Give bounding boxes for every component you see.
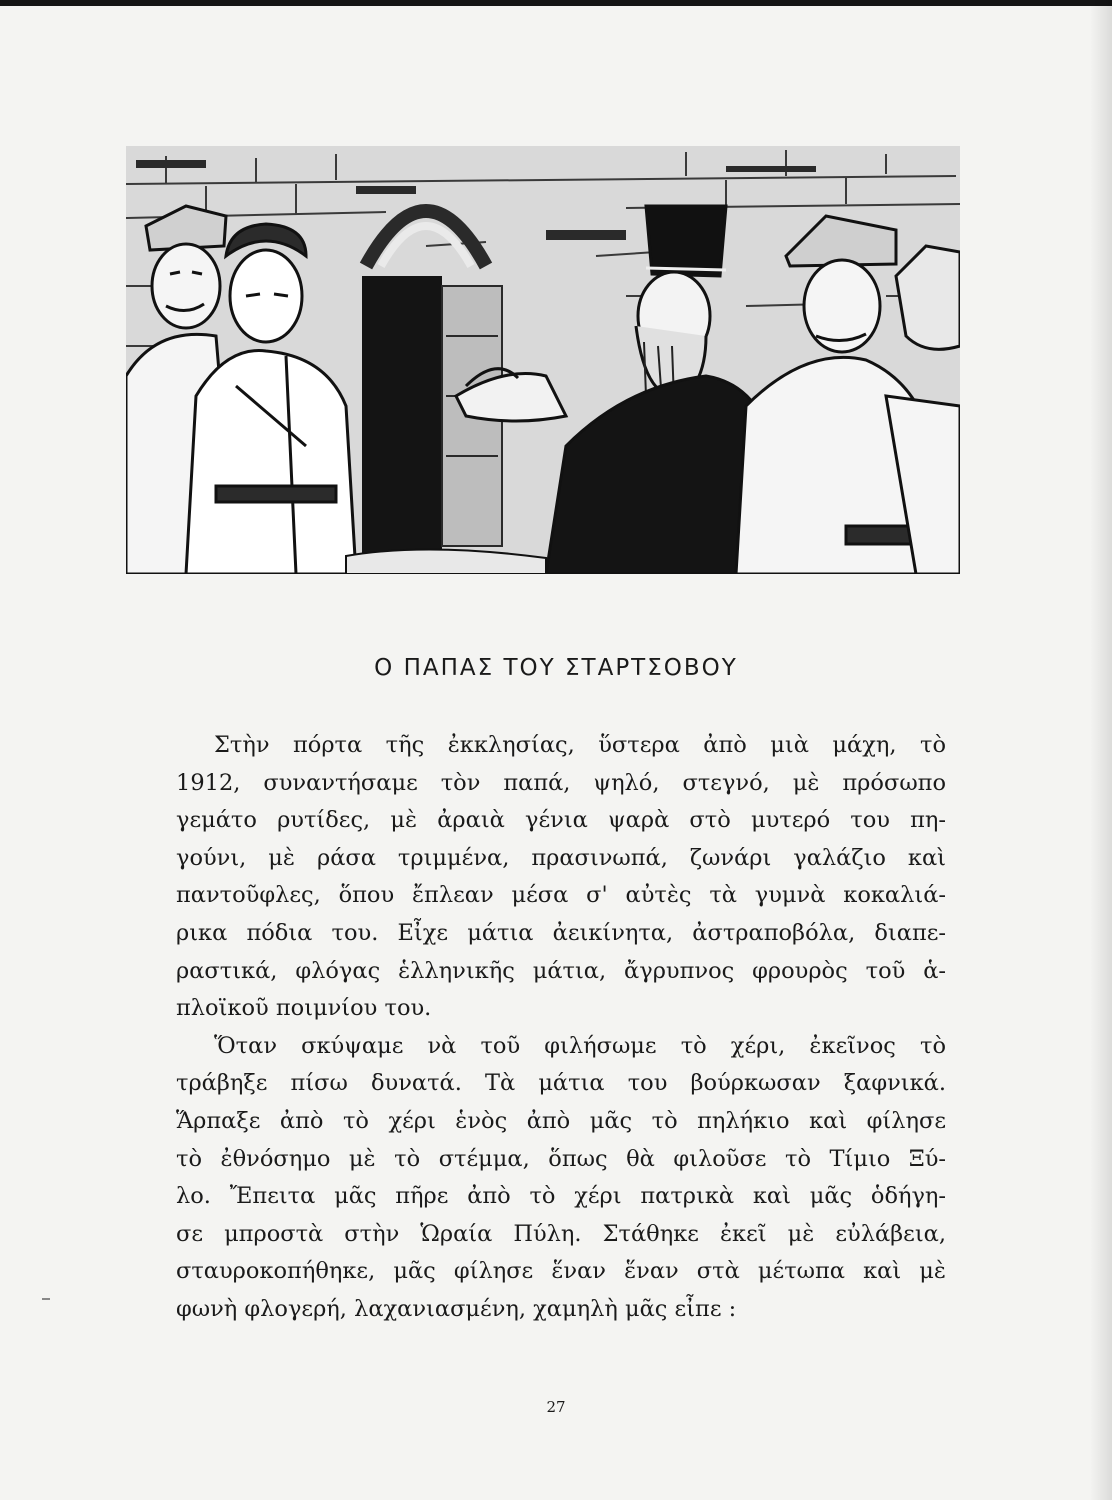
paragraph <box>176 1028 946 1329</box>
text-line: 1912, συναντήσαμε τὸν παπά, ψηλό, στεγνό, μὲ πρόσωπο <box>176 769 946 796</box>
page-gutter-shadow <box>1090 0 1112 1500</box>
text-line: γούνι, μὲ ράσα τριμμένα, πρασινωπά, ζωνάρι γαλάζιο καὶ <box>176 844 946 871</box>
page-number: 27 <box>546 1398 566 1416</box>
scan-top-edge <box>0 0 1112 6</box>
text-line: ρικα πόδια του. Εἶχε μάτια ἀεικίνητα, ἀστραποβόλα, διαπε- <box>176 919 946 946</box>
text-line: Ἅρπαξε ἀπὸ τὸ χέρι ἑνὸς ἀπὸ μᾶς τὸ πηλήκιο καὶ φίλησε <box>176 1107 946 1134</box>
text-line: σταυροκοπήθηκε, μᾶς φίλησε ἕναν ἕναν στὰ μέτωπα καὶ μὲ <box>176 1258 946 1285</box>
text-line: τὸ ἐθνόσημο μὲ τὸ στέμμα, ὅπως θὰ φιλοῦσε τὸ Τίμιο Ξύ- <box>176 1145 946 1172</box>
chapter-illustration <box>126 146 960 574</box>
text-line: ραστικά, φλόγας ἑλληνικῆς μάτια, ἄγρυπνος φρουρὸς τοῦ ἁ- <box>176 957 946 984</box>
chapter-title: Ο ΠΑΠΑΣ ΤΟΥ ΣΤΑΡΤΣΟΒΟΥ <box>374 655 738 681</box>
text-line: πλοϊκοῦ ποιμνίου του. <box>176 995 432 1022</box>
text-line: Στὴν πόρτα τῆς ἐκκλησίας, ὕστερα ἀπὸ μιὰ μάχη, τὸ <box>214 732 946 758</box>
text-line: λο. Ἔπειτα μᾶς πῆρε ἀπὸ τὸ χέρι πατρικὰ καὶ μᾶς ὁδήγη- <box>176 1183 946 1210</box>
text-line: φωνὴ φλογερή, λαχανιασμένη, χαμηλὴ μᾶς εἶπε : <box>176 1295 737 1322</box>
text-line: σε μπροστὰ στὴν Ὡραία Πύλη. Στάθηκε ἐκεῖ μὲ εὐλάβεια, <box>176 1220 946 1247</box>
text-line: γεμάτο ρυτίδες, μὲ ἀραιὰ γένια ψαρὰ στὸ μυτερό του πη- <box>176 807 946 834</box>
paragraph <box>176 727 946 1028</box>
body-text <box>176 727 946 1329</box>
text-line: τράβηξε πίσω δυνατά. Τὰ μάτια του βούρκωσαν ξαφνικά. <box>176 1070 946 1097</box>
scan-mark <box>42 1298 50 1300</box>
soldiers-and-priest-illustration-icon <box>126 146 960 574</box>
text-line: παντοῦφλες, ὅπου ἔπλεαν μέσα σ' αὐτὲς τὰ γυμνὰ κοκαλιά- <box>176 882 946 909</box>
text-line: Ὅταν σκύψαμε νὰ τοῦ φιλήσωμε τὸ χέρι, ἐκεῖνος τὸ <box>214 1032 946 1059</box>
